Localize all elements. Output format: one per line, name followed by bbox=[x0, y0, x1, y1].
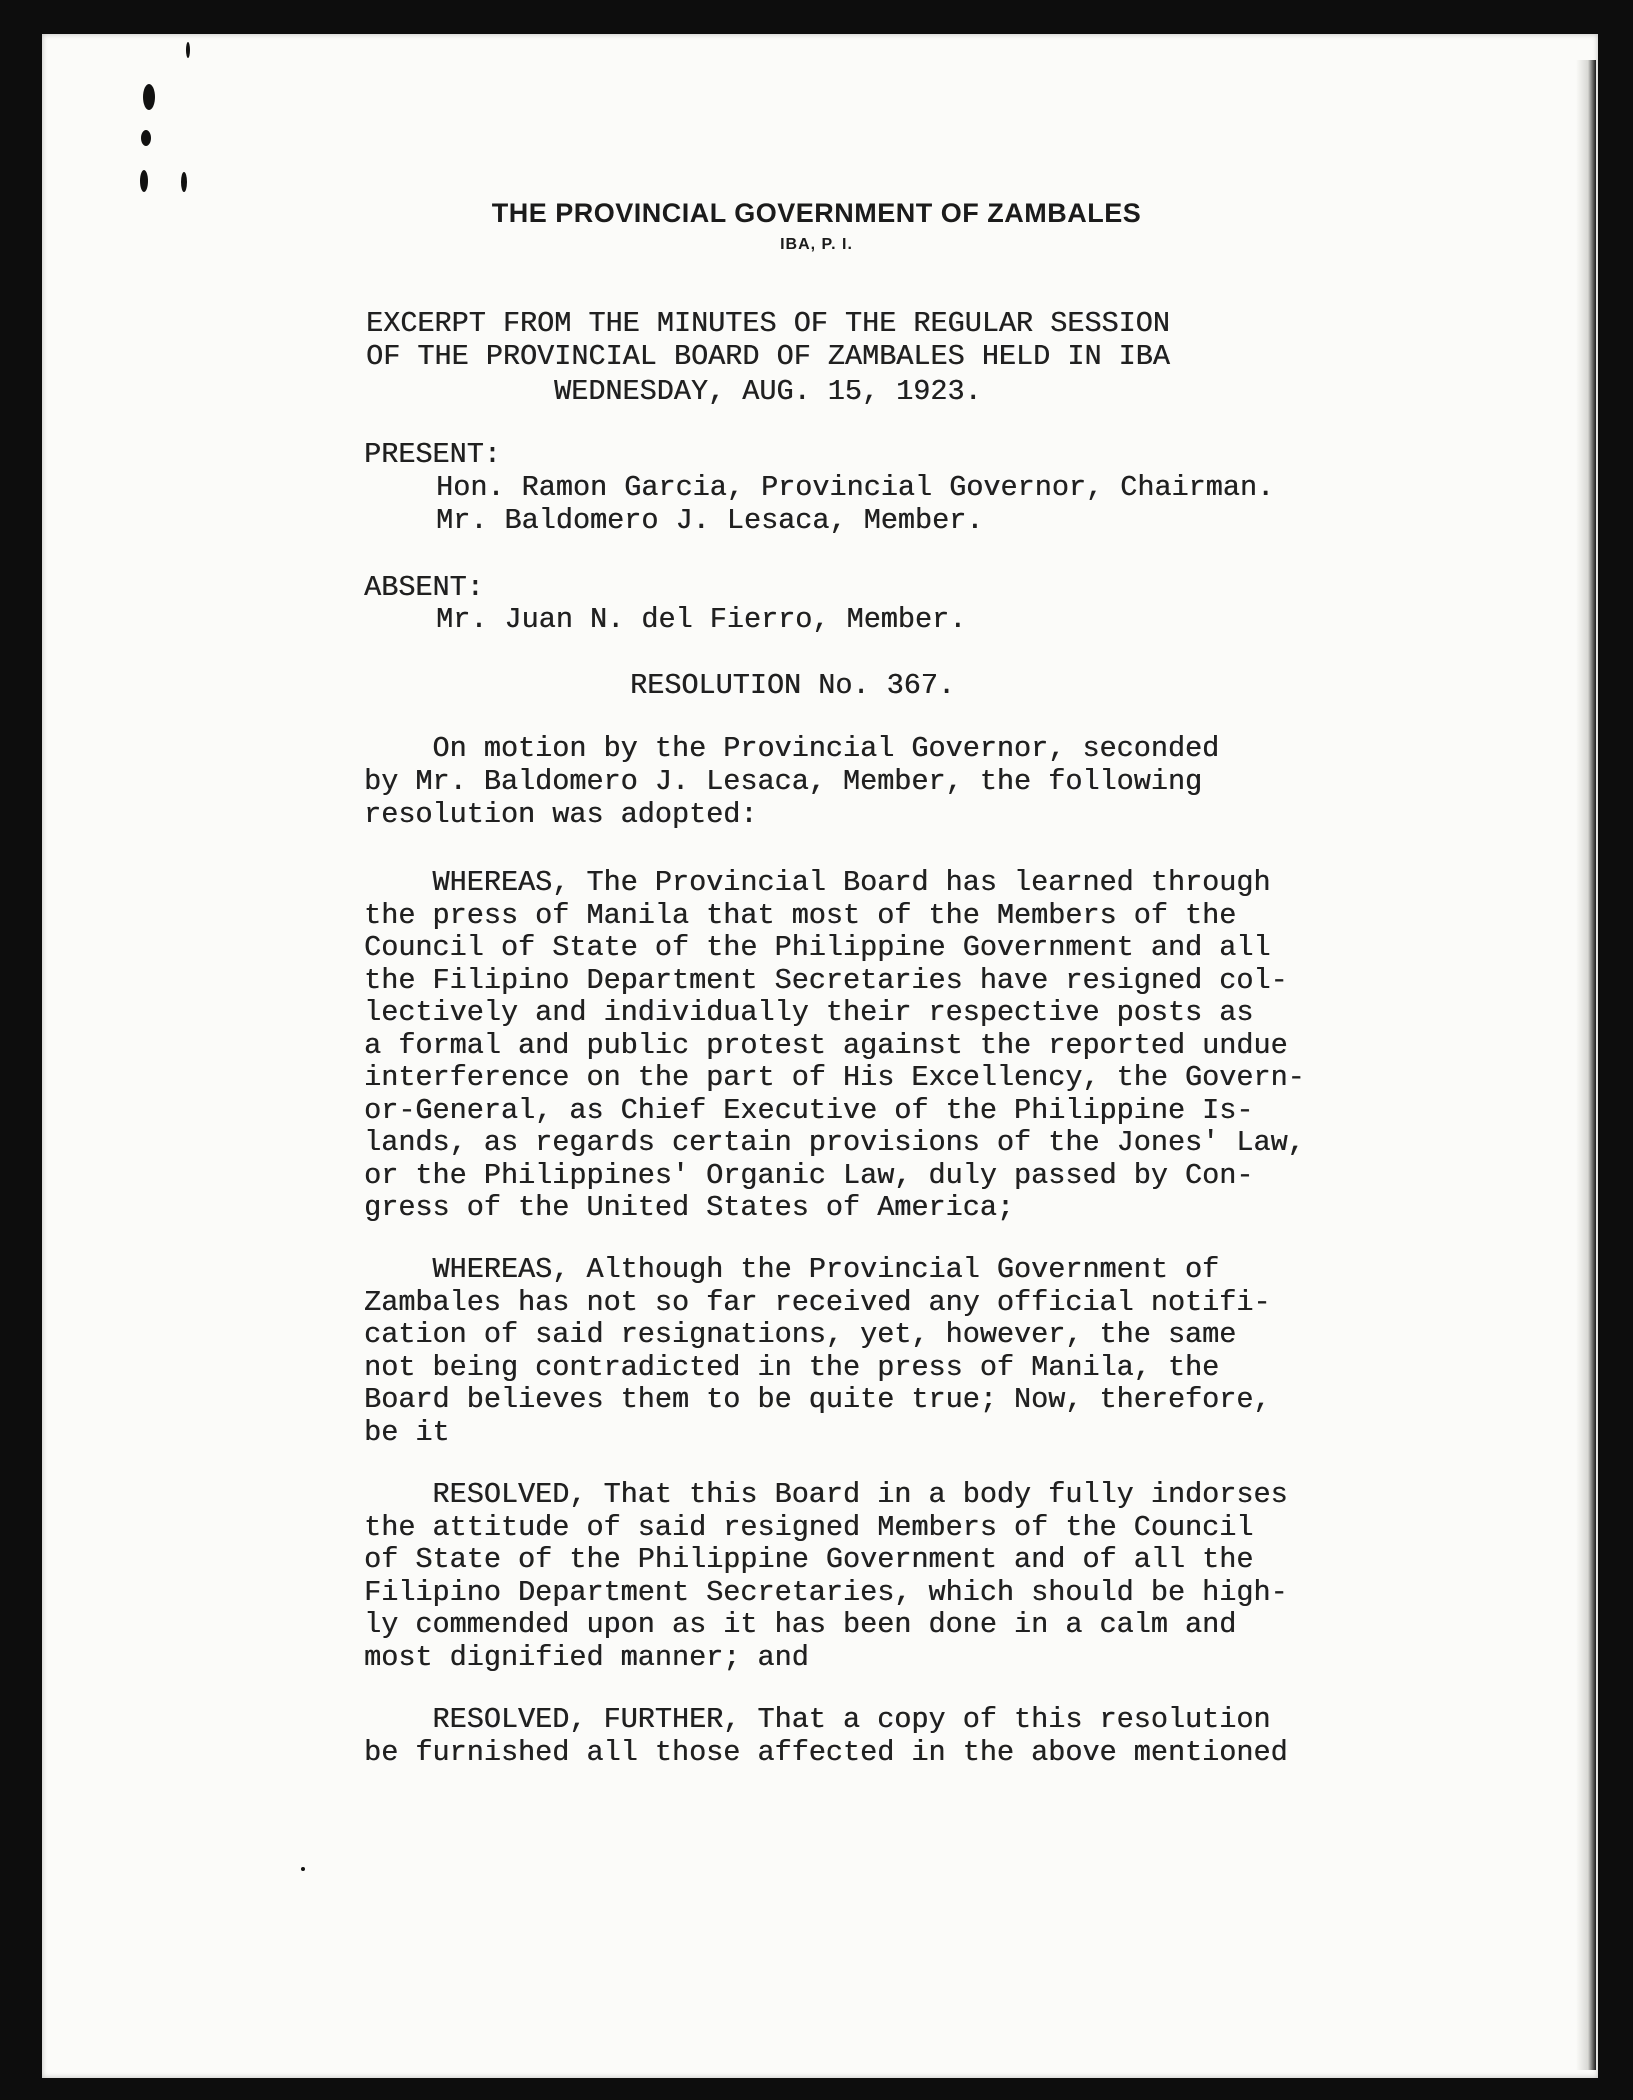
body-line: a formal and public protest against the reported undue bbox=[364, 1029, 1288, 1062]
present-member: Mr. Baldomero J. Lesaca, Member. bbox=[436, 504, 984, 537]
body-line: the attitude of said resigned Members of the Council bbox=[364, 1511, 1254, 1544]
body-line: RESOLVED, FURTHER, That a copy of this resolution bbox=[364, 1703, 1271, 1736]
body-line: lands, as regards certain provisions of the Jones' Law, bbox=[364, 1126, 1305, 1159]
body-line: the press of Manila that most of the Members of the bbox=[364, 899, 1237, 932]
punch-hole-mark bbox=[140, 170, 148, 192]
body-line: be it bbox=[364, 1416, 450, 1449]
absent-label: ABSENT: bbox=[364, 571, 484, 604]
body-line: be furnished all those affected in the above mentioned bbox=[364, 1736, 1288, 1769]
body-line: Zambales has not so far received any official notifi- bbox=[364, 1286, 1271, 1319]
body-line: gress of the United States of America; bbox=[364, 1191, 1014, 1224]
excerpt-heading-line: OF THE PROVINCIAL BOARD OF ZAMBALES HELD IN IBA bbox=[366, 340, 1170, 373]
punch-hole-mark bbox=[186, 42, 190, 58]
body-line: Filipino Department Secretaries, which should be high- bbox=[364, 1576, 1288, 1609]
body-line: resolution was adopted: bbox=[364, 798, 758, 831]
body-line: of State of the Philippine Government and of all the bbox=[364, 1543, 1254, 1576]
punch-hole-mark bbox=[141, 130, 151, 146]
body-line: lectively and individually their respective posts as bbox=[364, 996, 1254, 1029]
body-line: RESOLVED, That this Board in a body fully indorses bbox=[364, 1478, 1288, 1511]
body-line: cation of said resignations, yet, however, the same bbox=[364, 1318, 1237, 1351]
absent-member: Mr. Juan N. del Fierro, Member. bbox=[436, 603, 967, 636]
resolution-title: RESOLUTION No. 367. bbox=[630, 669, 955, 702]
excerpt-heading-date: WEDNESDAY, AUG. 15, 1923. bbox=[554, 375, 982, 408]
ink-speck bbox=[301, 1867, 305, 1871]
body-line: ly commended upon as it has been done in a calm and bbox=[364, 1608, 1237, 1641]
body-line: WHEREAS, Although the Provincial Government of bbox=[364, 1253, 1220, 1286]
body-line: or-General, as Chief Executive of the Philippine Is- bbox=[364, 1094, 1254, 1127]
present-member: Hon. Ramon Garcia, Provincial Governor, Chairman. bbox=[436, 471, 1275, 504]
letterhead-title: THE PROVINCIAL GOVERNMENT OF ZAMBALES bbox=[491, 198, 1142, 228]
letterhead-subtitle: IBA, P. I. bbox=[780, 236, 853, 253]
body-line: Board believes them to be quite true; Now, therefore, bbox=[364, 1383, 1271, 1416]
body-line: the Filipino Department Secretaries have resigned col- bbox=[364, 964, 1288, 997]
body-line: not being contradicted in the press of Manila, the bbox=[364, 1351, 1220, 1384]
excerpt-heading-line: EXCERPT FROM THE MINUTES OF THE REGULAR SESSION bbox=[366, 307, 1170, 340]
present-label: PRESENT: bbox=[364, 438, 501, 471]
punch-hole-mark bbox=[181, 172, 187, 192]
page-edge-shadow bbox=[1576, 60, 1596, 2070]
body-line: or the Philippines' Organic Law, duly passed by Con- bbox=[364, 1159, 1254, 1192]
body-line: most dignified manner; and bbox=[364, 1641, 809, 1674]
body-line: Council of State of the Philippine Government and all bbox=[364, 931, 1271, 964]
body-line: interference on the part of His Excellency, the Govern- bbox=[364, 1061, 1305, 1094]
punch-hole-mark bbox=[143, 84, 155, 110]
body-line: WHEREAS, The Provincial Board has learned through bbox=[364, 866, 1271, 899]
body-line: by Mr. Baldomero J. Lesaca, Member, the following bbox=[364, 765, 1203, 798]
body-line: On motion by the Provincial Governor, seconded bbox=[364, 732, 1220, 765]
